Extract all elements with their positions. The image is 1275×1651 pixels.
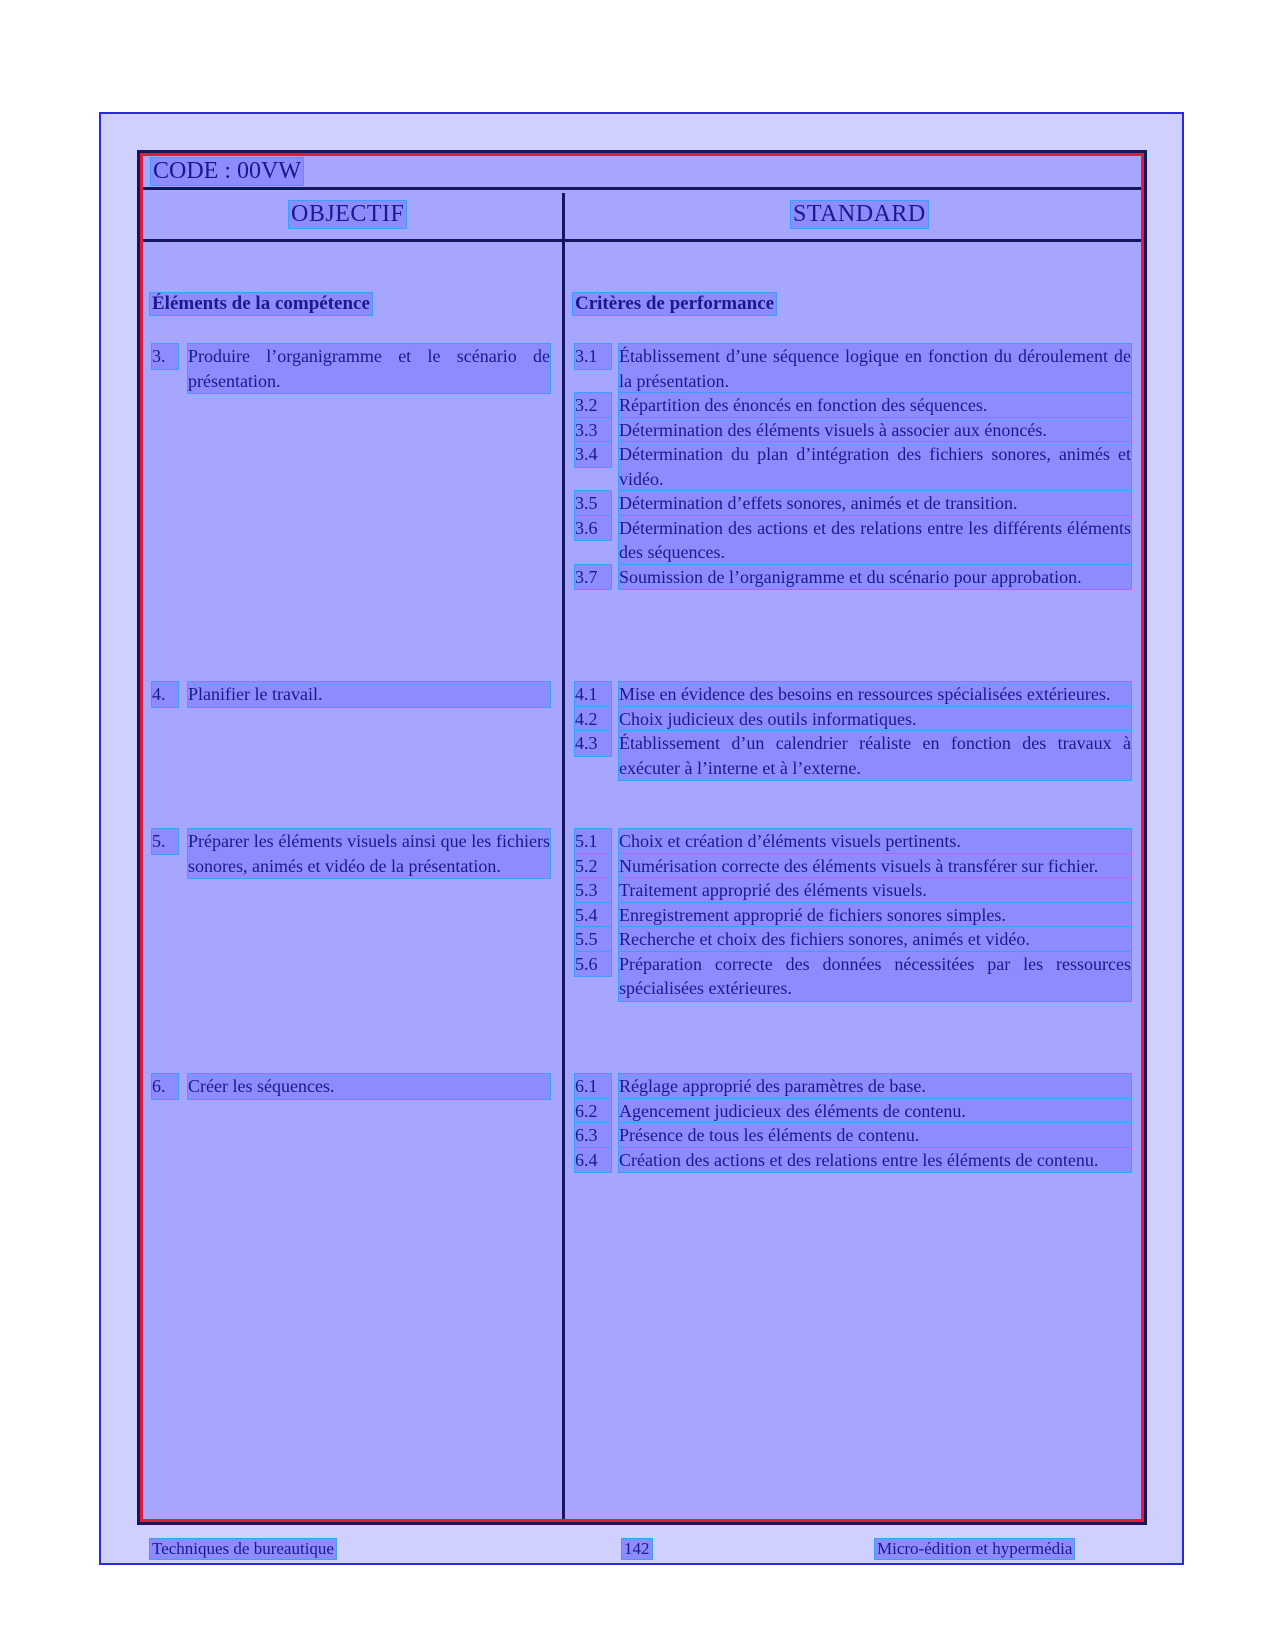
criterion-text: Détermination des actions et des relations entre les différents éléments des séquences.	[619, 516, 1131, 565]
criterion-number: 6.2	[575, 1099, 611, 1124]
criterion-text: Enregistrement approprié de fichiers sonores simples.	[619, 903, 1131, 928]
criterion-text: Répartition des énoncés en fonction des séquences.	[619, 393, 1131, 418]
criterion-text: Détermination des éléments visuels à associer aux énoncés.	[619, 418, 1131, 443]
criterion-item	[575, 1099, 1131, 1124]
criterion-number: 6.3	[575, 1123, 611, 1148]
criterion-item	[575, 903, 1131, 928]
criterion-text: Mise en évidence des besoins en ressources spécialisées extérieures.	[619, 682, 1131, 707]
competence-item	[152, 829, 550, 878]
left-heading: Éléments de la compétence	[152, 293, 370, 314]
criterion-item	[575, 565, 1131, 590]
criterion-text: Recherche et choix des fichiers sonores, animés et vidéo.	[619, 927, 1131, 952]
criterion-number: 3.1	[575, 344, 611, 369]
criterion-number: 6.1	[575, 1074, 611, 1099]
criterion-text: Détermination du plan d’intégration des fichiers sonores, animés et vidéo.	[619, 442, 1131, 491]
criterion-number: 3.2	[575, 393, 611, 418]
criterion-item	[575, 1148, 1131, 1173]
criterion-item	[575, 707, 1131, 732]
criterion-text: Détermination d’effets sonores, animés et de transition.	[619, 491, 1131, 516]
competence-item	[152, 344, 550, 393]
criteria-list	[575, 829, 1131, 1001]
right-heading: Critères de performance	[575, 293, 775, 314]
criterion-text: Numérisation correcte des éléments visuels à transférer sur fichier.	[619, 854, 1131, 879]
criterion-item	[575, 1074, 1131, 1099]
criterion-text: Réglage approprié des paramètres de base.	[619, 1074, 1131, 1099]
criterion-number: 3.5	[575, 491, 611, 516]
criterion-number: 5.1	[575, 829, 611, 854]
criterion-item	[575, 682, 1131, 707]
competence-number: 3.	[152, 344, 178, 369]
competence-number: 6.	[152, 1074, 178, 1099]
competence-number: 4.	[152, 682, 178, 707]
criterion-number: 6.4	[575, 1148, 611, 1173]
competence-text: Préparer les éléments visuels ainsi que les fichiers sonores, animés et vidéo de la présentation.	[188, 829, 550, 878]
criterion-number: 5.4	[575, 903, 611, 928]
criterion-number: 3.3	[575, 418, 611, 443]
column-divider	[562, 193, 565, 1522]
criterion-number: 4.3	[575, 731, 611, 756]
criterion-item	[575, 344, 1131, 393]
criterion-text: Soumission de l’organigramme et du scénario pour approbation.	[619, 565, 1131, 590]
criterion-text: Traitement approprié des éléments visuels.	[619, 878, 1131, 903]
objectif-header: OBJECTIF	[291, 201, 405, 227]
criterion-number: 3.7	[575, 565, 611, 590]
code-row	[143, 156, 1141, 190]
criterion-text: Création des actions et des relations entre les éléments de contenu.	[619, 1148, 1131, 1173]
criterion-text: Agencement judicieux des éléments de contenu.	[619, 1099, 1131, 1124]
competence-number: 5.	[152, 829, 178, 854]
competence-item	[152, 682, 550, 707]
criterion-item	[575, 878, 1131, 903]
criterion-item	[575, 1123, 1131, 1148]
criterion-item	[575, 927, 1131, 952]
competence-item	[152, 1074, 550, 1099]
code-label: CODE : 00VW	[153, 158, 301, 184]
criterion-item	[575, 491, 1131, 516]
criterion-number: 3.4	[575, 442, 611, 467]
criterion-number: 5.3	[575, 878, 611, 903]
criterion-number: 5.5	[575, 927, 611, 952]
header-row	[143, 193, 1141, 242]
criterion-number: 4.2	[575, 707, 611, 732]
criterion-number: 5.2	[575, 854, 611, 879]
footer-program: Techniques de bureautique	[152, 1539, 334, 1558]
criterion-text: Choix judicieux des outils informatiques.	[619, 707, 1131, 732]
competence-text: Planifier le travail.	[188, 682, 550, 707]
footer-course: Micro-édition et hypermédia	[877, 1539, 1073, 1558]
criterion-number: 5.6	[575, 952, 611, 977]
standard-header: STANDARD	[793, 201, 926, 227]
criterion-number: 4.1	[575, 682, 611, 707]
criterion-item	[575, 418, 1131, 443]
criterion-item	[575, 854, 1131, 879]
criterion-text: Choix et création d’éléments visuels pertinents.	[619, 829, 1131, 854]
criterion-item	[575, 442, 1131, 491]
criterion-item	[575, 952, 1131, 1001]
criterion-text: Établissement d’une séquence logique en fonction du déroulement de la présentation.	[619, 344, 1131, 393]
criterion-number: 3.6	[575, 516, 611, 541]
footer-page-number: 142	[624, 1539, 650, 1558]
criterion-text: Préparation correcte des données nécessitées par les ressources spécialisées extérieures.	[619, 952, 1131, 1001]
criteria-list	[575, 344, 1131, 589]
criterion-item	[575, 829, 1131, 854]
criteria-list	[575, 1074, 1131, 1172]
criteria-list	[575, 682, 1131, 780]
criterion-item	[575, 516, 1131, 565]
competence-text: Produire l’organigramme et le scénario de présentation.	[188, 344, 550, 393]
criterion-item	[575, 731, 1131, 780]
criterion-text: Établissement d’un calendrier réaliste en fonction des travaux à exécuter à l’interne et à l’externe.	[619, 731, 1131, 780]
competence-text: Créer les séquences.	[188, 1074, 550, 1099]
criterion-text: Présence de tous les éléments de contenu.	[619, 1123, 1131, 1148]
criterion-item	[575, 393, 1131, 418]
